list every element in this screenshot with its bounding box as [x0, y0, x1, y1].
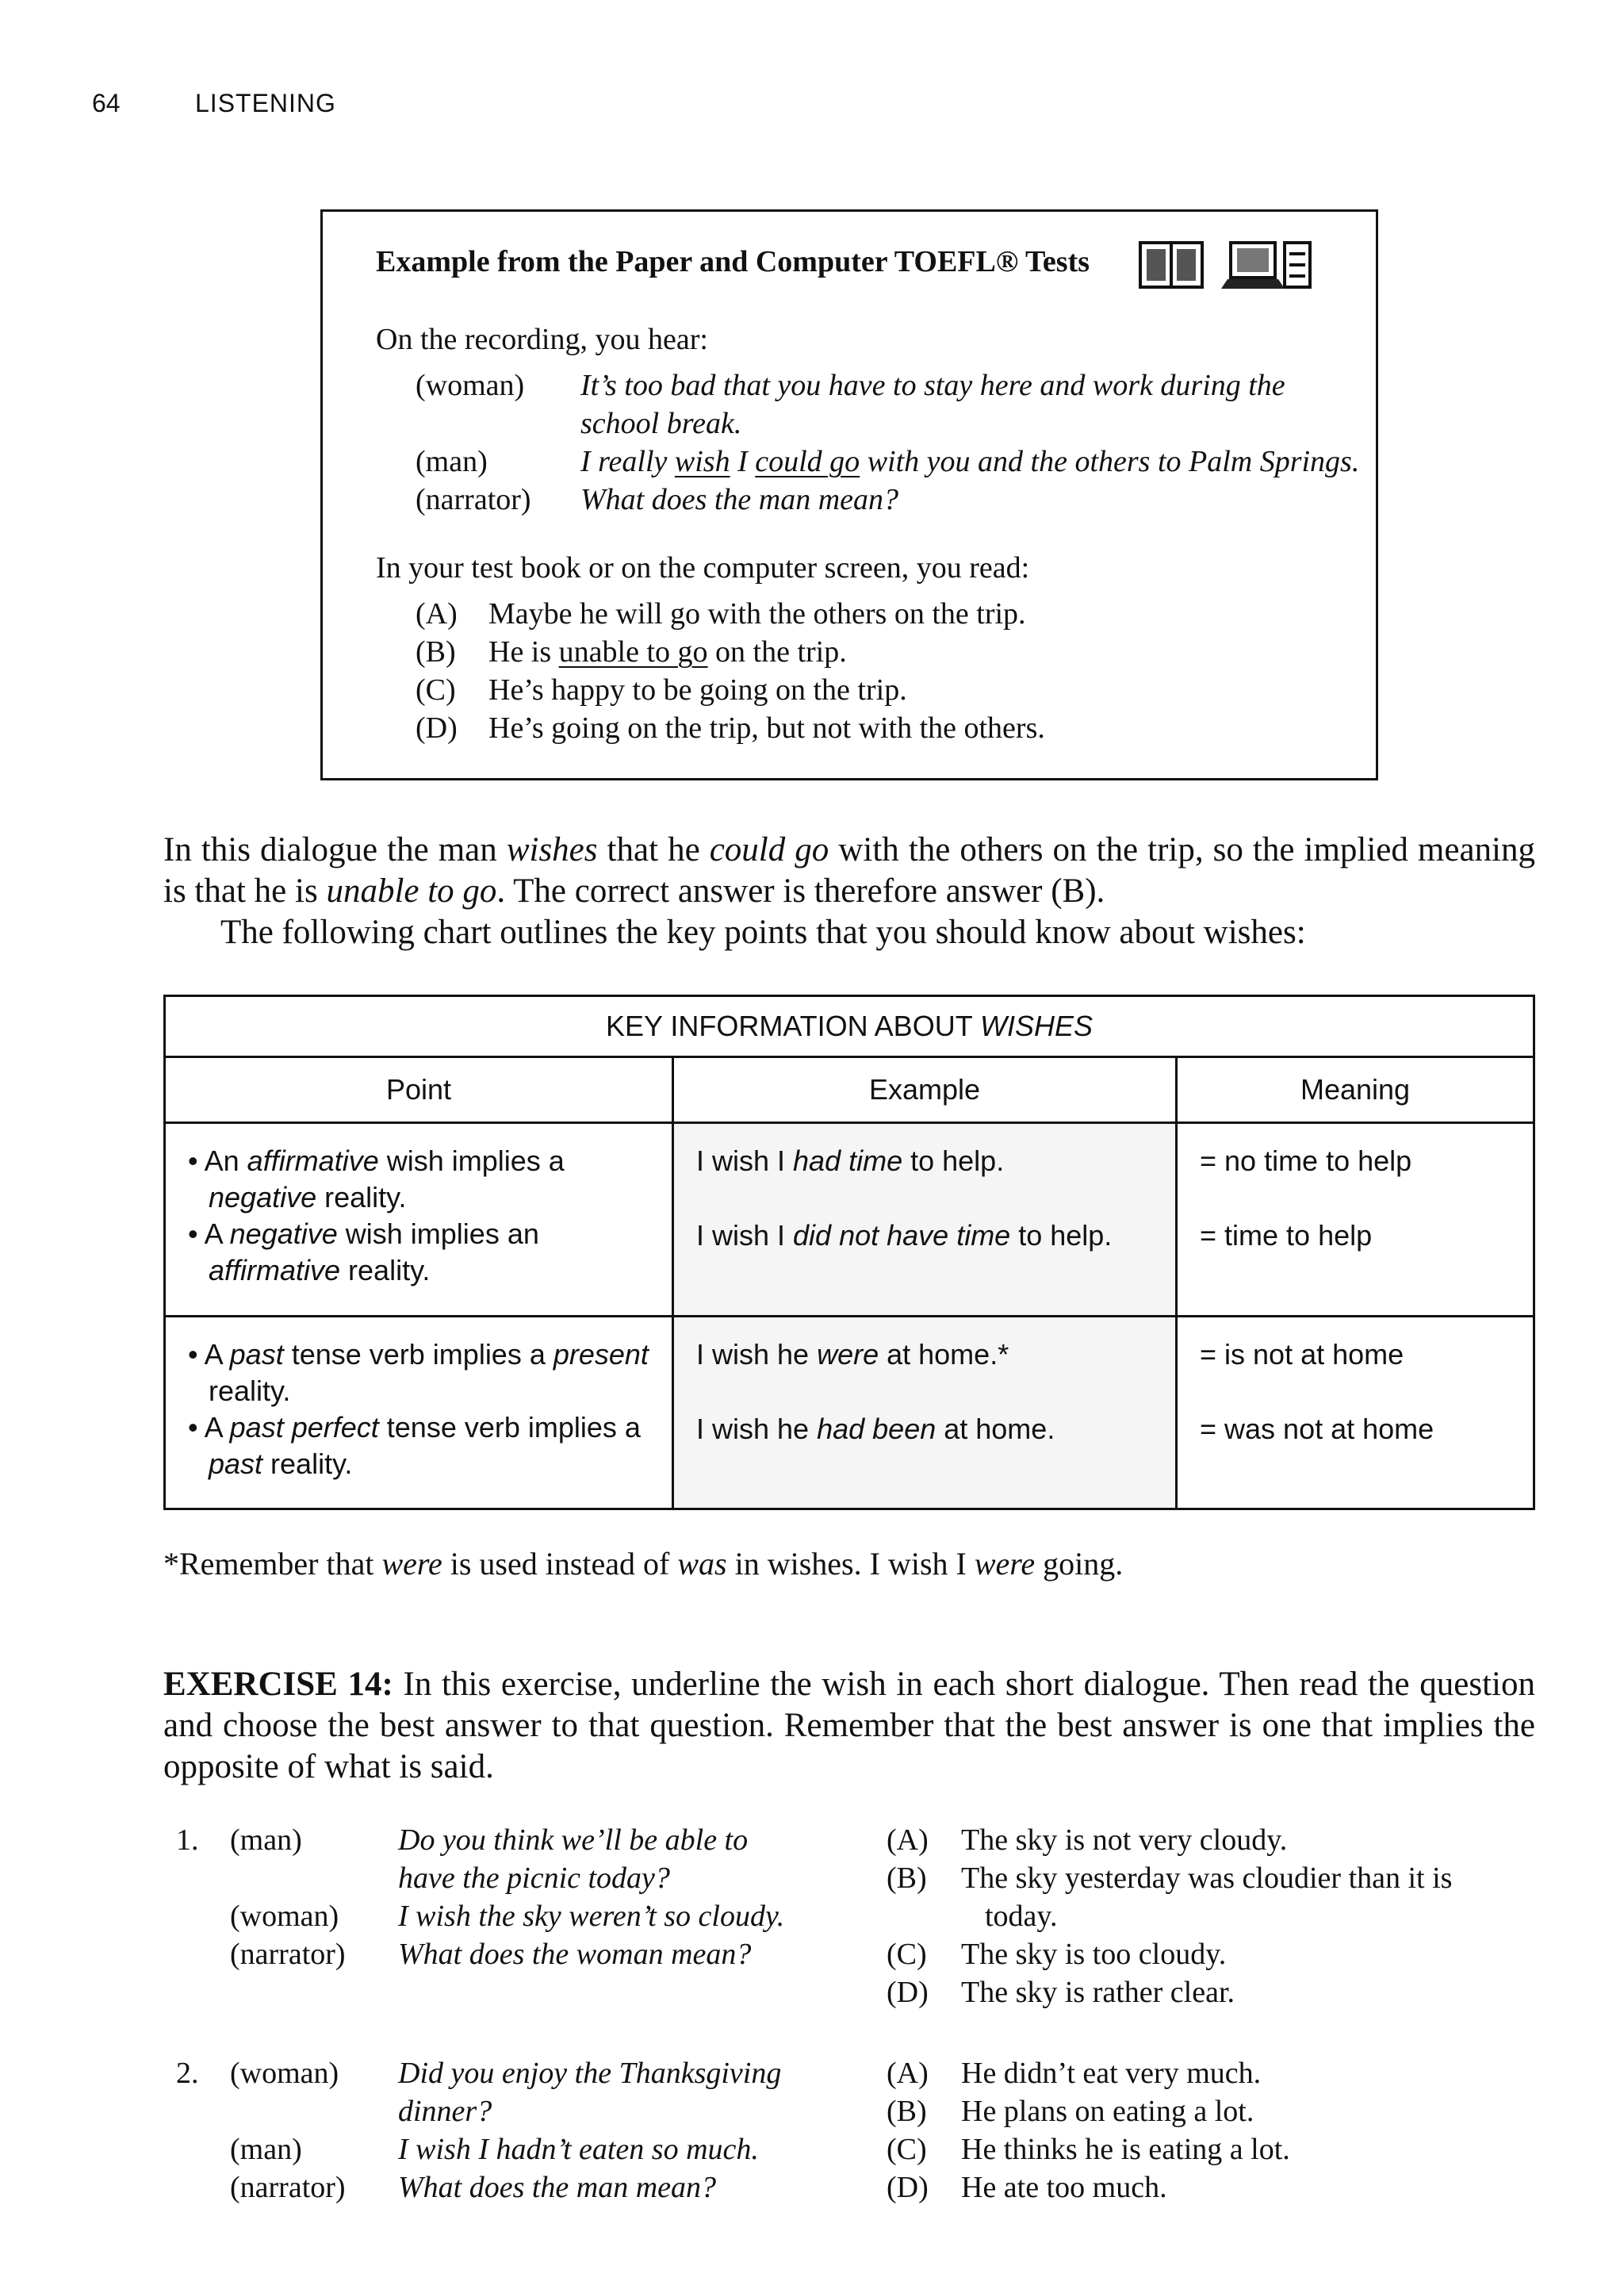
item-number: 1.: [176, 1823, 199, 1857]
page-number: 64: [92, 89, 121, 117]
speaker-label: (woman): [230, 1900, 339, 1933]
column-header-example: Example: [673, 1057, 1177, 1123]
option-letter: (D): [887, 1976, 929, 2009]
example-item: I wish I did not have time to help.: [696, 1219, 1113, 1252]
point-item: • A past perfect tense verb implies a past reality.: [188, 1410, 641, 1480]
speaker-label: (woman): [416, 369, 525, 402]
table-cell-point: [165, 1316, 673, 1509]
option-letter: (B): [887, 1861, 927, 1895]
option-letter: (D): [887, 2171, 929, 2204]
option-text: He didn’t eat very much.: [961, 2057, 1262, 2090]
table-cell-example: [673, 1123, 1177, 1317]
explanation-paragraph: In this dialogue the man wishes that he could go with the others on the trip, so the implied meaning is that he is unable to go. The correct answer is therefore answer (B).: [163, 831, 1535, 910]
option-text: Maybe he will go with the others on the trip.: [488, 597, 1026, 631]
dialogue-line: Do you think we’ll be able to: [398, 1823, 749, 1857]
option-text: The sky is rather clear.: [961, 1976, 1235, 2009]
table-caption: KEY INFORMATION ABOUT WISHES: [165, 996, 1534, 1057]
book-icon: [1140, 243, 1202, 287]
table-cell-meaning: [1177, 1123, 1534, 1317]
option-text: today.: [985, 1900, 1058, 1933]
option-text: The sky is not very cloudy.: [961, 1823, 1288, 1857]
option-letter: (C): [887, 2133, 927, 2166]
table-cell-example: [673, 1316, 1177, 1509]
point-item: • An affirmative wish implies a negative reality.: [188, 1144, 565, 1214]
column-header-point: Point: [165, 1057, 673, 1123]
example-item: I wish he were at home.*: [696, 1337, 1009, 1371]
test-format-icons: [1139, 240, 1313, 290]
example-title: Example from the Paper and Computer TOEFL® Tests: [376, 245, 1090, 278]
footnote: *Remember that were is used instead of was in wishes. I wish I were going.: [163, 1546, 1124, 1582]
point-item: • A past tense verb implies a present reality.: [188, 1337, 649, 1407]
speaker-label: (man): [230, 2133, 302, 2166]
option-letter: (B): [416, 635, 456, 669]
dialogue-line: What does the man mean?: [398, 2171, 717, 2204]
table-cell-point: [165, 1123, 673, 1317]
dialogue-line: have the picnic today?: [398, 1861, 670, 1895]
option-letter: (B): [887, 2095, 927, 2128]
option-text: He plans on eating a lot.: [961, 2095, 1254, 2128]
option-text: He thinks he is eating a lot.: [961, 2133, 1290, 2166]
example-item: I wish he had been at home.: [696, 1412, 1055, 1445]
option-letter: (A): [887, 2057, 929, 2090]
recording-intro: On the recording, you hear:: [376, 323, 708, 356]
option-letter: (D): [416, 711, 458, 745]
option-letter: (C): [887, 1938, 927, 1971]
dialogue-line: school break.: [580, 407, 742, 440]
meaning-item: = no time to help: [1200, 1144, 1412, 1177]
meaning-item: = was not at home: [1200, 1412, 1434, 1445]
speaker-label: (man): [416, 445, 488, 478]
exercise-instructions: EXERCISE 14: In this exercise, underline the wish in each short dialogue. Then read the question and choose the best answer to that question. Remember that the best answer is one that implies the opposite of what is said.: [163, 1666, 1535, 1785]
dialogue-line: Did you enjoy the Thanksgiving: [398, 2057, 782, 2090]
option-text: He’s going on the trip, but not with the others.: [488, 711, 1045, 745]
option-text: He is unable to go on the trip.: [488, 635, 847, 669]
dialogue-line: I wish I hadn’t eaten so much.: [398, 2133, 759, 2166]
speaker-label: (narrator): [230, 2171, 346, 2204]
column-header-meaning: Meaning: [1177, 1057, 1534, 1123]
item-number: 2.: [176, 2057, 199, 2090]
dialogue-line: It’s too bad that you have to stay here and work during the: [580, 369, 1285, 402]
dialogue-line: I wish the sky weren’t so cloudy.: [398, 1900, 785, 1933]
option-text: The sky is too cloudy.: [961, 1938, 1227, 1971]
chart-intro: The following chart outlines the key points that you should know about wishes:: [220, 914, 1306, 951]
speaker-label: (narrator): [416, 483, 531, 516]
read-intro: In your test book or on the computer screen, you read:: [376, 551, 1030, 585]
option-text: The sky yesterday was cloudier than it is: [961, 1861, 1453, 1895]
option-text: He ate too much.: [961, 2171, 1167, 2204]
speaker-label: (man): [230, 1823, 302, 1857]
meaning-item: = time to help: [1200, 1219, 1373, 1252]
table-cell-meaning: [1177, 1316, 1534, 1509]
dialogue-line: I really wish I could go with you and the others to Palm Springs.: [580, 445, 1360, 478]
exercise-label: EXERCISE 14:: [163, 1666, 393, 1703]
option-text: He’s happy to be going on the trip.: [488, 673, 907, 707]
example-item: I wish I had time to help.: [696, 1144, 1005, 1177]
section-title: LISTENING: [195, 89, 336, 117]
option-letter: (A): [887, 1823, 929, 1857]
speaker-label: (narrator): [230, 1938, 346, 1971]
wishes-key-table: [163, 995, 1535, 1510]
computer-icon: [1221, 243, 1310, 289]
dialogue-line: dinner?: [398, 2095, 492, 2128]
speaker-label: (woman): [230, 2057, 339, 2090]
point-item: • A negative wish implies an affirmative reality.: [188, 1217, 539, 1286]
option-letter: (A): [416, 597, 458, 631]
dialogue-line: What does the man mean?: [580, 483, 899, 516]
option-letter: (C): [416, 673, 456, 707]
meaning-item: = is not at home: [1200, 1337, 1404, 1371]
dialogue-line: What does the woman mean?: [398, 1938, 752, 1971]
